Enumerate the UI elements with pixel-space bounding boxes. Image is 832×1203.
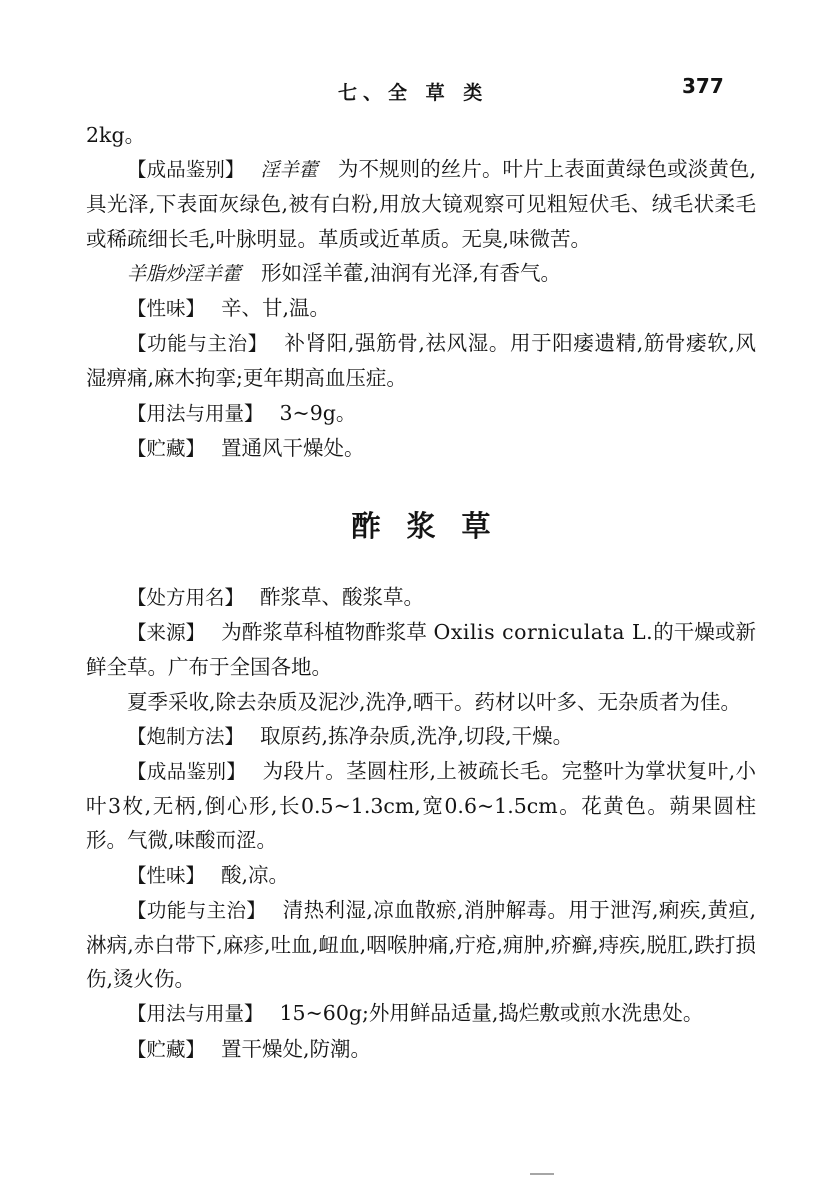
paragraph-text: 辛、甘,温。 xyxy=(221,296,331,321)
herb-name: 羊脂炒淫羊藿 xyxy=(127,262,242,285)
function-paragraph xyxy=(86,326,756,395)
storage-paragraph xyxy=(86,1032,756,1067)
paragraph-text: 酸,凉。 xyxy=(221,862,290,887)
section-tag: 【炮制方法】 xyxy=(127,724,245,748)
paragraph-text: 为段片。茎圆柱形,上被疏长毛。完整叶为掌状复叶,小叶3枚,无柄,倒心形,长0.5~1.3cm,宽0.6~1.5cm。花黄色。蒴果圆柱形。气微,味酸而涩。 xyxy=(86,759,756,853)
print-speck xyxy=(530,1173,554,1175)
continued-text xyxy=(86,118,756,152)
paragraph-text: 为不规则的丝片。叶片上表面黄绿色或淡黄色,具光泽,下表面灰绿色,被有白粉,用放大镜观察可见粗短伏毛、绒毛状柔毛或稀疏细长毛,叶脉明显。革质或近革质。无臭,味微苦。 xyxy=(86,157,756,251)
chapter-title: 七、全 草 类 xyxy=(338,82,489,104)
page-number: 377 xyxy=(682,74,724,98)
continued-text-value: 2kg。 xyxy=(86,123,146,147)
paragraph-text: 置通风干燥处。 xyxy=(221,435,365,460)
running-header xyxy=(0,74,832,108)
prescription-name-paragraph xyxy=(86,580,756,615)
processing-paragraph xyxy=(86,719,756,754)
source-paragraph xyxy=(86,615,756,684)
paragraph-text: 清热利湿,凉血散瘀,消肿解毒。用于泄泻,痢疾,黄疸,淋病,赤白带下,麻疹,吐血,衄血,咽喉肿痛,疔疮,痈肿,疥癣,痔疾,脱肛,跌打损伤,烫火伤。 xyxy=(86,897,756,992)
identification-paragraph xyxy=(86,754,756,858)
dosage-paragraph xyxy=(86,996,756,1031)
harvest-paragraph xyxy=(86,685,756,719)
paragraph-text: 为酢浆草科植物酢浆草 xyxy=(221,620,427,645)
paragraph-text: 补肾阳,强筋骨,祛风湿。用于阳痿遗精,筋骨痿软,风湿痹痛,麻木拘挛;更年期高血压症。 xyxy=(86,331,756,391)
storage-paragraph xyxy=(86,431,756,466)
entry-heading: 酢浆草 xyxy=(351,509,517,544)
function-paragraph xyxy=(86,893,756,997)
processed-form-paragraph xyxy=(86,256,756,291)
paragraph-text: 形如淫羊藿,油润有光泽,有香气。 xyxy=(261,260,562,285)
paragraph-text: 3~9g。 xyxy=(279,400,357,425)
section-tag: 【来源】 xyxy=(127,621,206,645)
section-tag: 【性味】 xyxy=(127,297,206,321)
identification-paragraph xyxy=(86,152,756,256)
paragraph-text: 15~60g;外用鲜品适量,捣烂敷或煎水洗患处。 xyxy=(279,1001,704,1026)
paragraph-text: 的干燥或新鲜全草。广布于全国各地。 xyxy=(86,620,756,680)
latin-name: Oxilis corniculata L. xyxy=(433,620,654,645)
section-tag: 【成品鉴别】 xyxy=(127,158,245,182)
section-tag: 【用法与用量】 xyxy=(127,401,264,425)
section-tag: 【功能与主治】 xyxy=(127,332,268,356)
section-tag: 【处方用名】 xyxy=(127,586,245,610)
paragraph-text: 酢浆草、酸浆草。 xyxy=(260,585,425,610)
paragraph-text: 置干燥处,防潮。 xyxy=(221,1036,372,1061)
property-paragraph xyxy=(86,291,756,326)
section-tag: 【用法与用量】 xyxy=(127,1002,264,1026)
section-tag: 【成品鉴别】 xyxy=(127,760,247,784)
herb-name: 淫羊藿 xyxy=(260,159,318,182)
page-body xyxy=(86,118,756,1067)
section-tag: 【功能与主治】 xyxy=(127,898,267,922)
section-tag: 【性味】 xyxy=(127,863,206,887)
section-tag: 【贮藏】 xyxy=(127,1037,206,1061)
dosage-paragraph xyxy=(86,396,756,431)
section-tag: 【贮藏】 xyxy=(127,436,206,460)
paragraph-text: 取原药,拣净杂质,洗净,切段,干燥。 xyxy=(260,723,574,748)
paragraph-text: 夏季采收,除去杂质及泥沙,洗净,晒干。药材以叶多、无杂质者为佳。 xyxy=(127,689,742,714)
property-paragraph xyxy=(86,858,756,893)
